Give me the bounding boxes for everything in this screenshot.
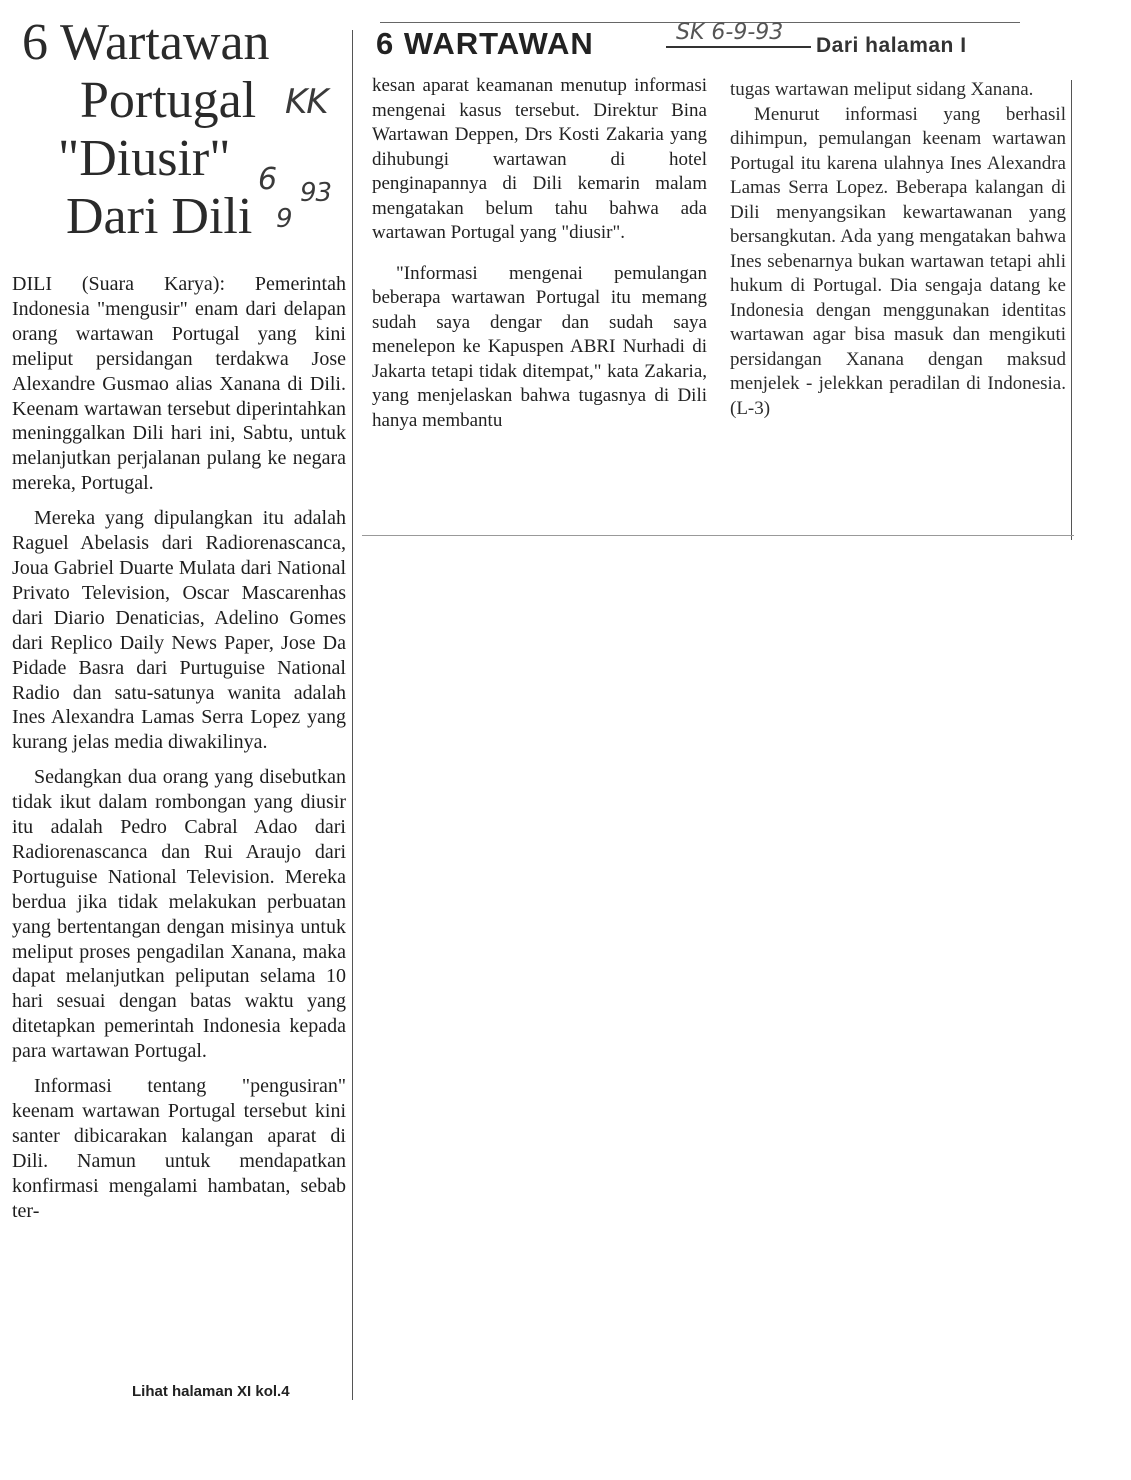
headline-line-1: 6 Wartawan bbox=[22, 14, 270, 71]
handwritten-date-note: SK 6-9-93 bbox=[676, 20, 784, 45]
headline-line-2: Portugal bbox=[80, 72, 257, 129]
continuation-header bbox=[376, 20, 1066, 66]
middle-paragraph-2: "Informasi mengenai pemulangan beberapa wartawan Portugal itu memang sudah saya dengar dan sudah saya menelepon ke Kapuspen ABRI Nurhadi di Jakarta tetapi tidak ditempat," kata Zakaria, yang menjelaskan bahwa tugasnya di Dili hanya membantu bbox=[372, 262, 707, 431]
column-divider-left bbox=[352, 30, 353, 1400]
header-dash bbox=[666, 46, 811, 48]
right-paragraph-1: tugas wartawan meliput sidang Xanana. bbox=[730, 79, 1034, 100]
continued-from-label: Dari halaman I bbox=[816, 34, 967, 57]
left-paragraph-2: Mereka yang dipulangkan itu adalah Raguel Abelasis dari Radiorenascanca, Joua Gabriel Duarte Mulata dari National Privato Television, Oscar Mascarenhas dari Diario Denaticias, Adelino Gomes dari Replico Daily News Paper, Jose Da Pidade Basra dari Purtuguise National Radio dan satu-satunya wanita adalah Ines Alexandra Lamas Serra Lopez yang kurang jelas media diwakilinya. bbox=[12, 507, 346, 754]
headline-line-4: Dari Dili bbox=[66, 188, 253, 245]
middle-article-column bbox=[372, 74, 707, 433]
handwritten-initials: KK bbox=[285, 82, 328, 122]
continued-on-reference: Lihat halaman XI kol.4 bbox=[132, 1383, 290, 1400]
left-paragraph-3: Sedangkan dua orang yang disebutkan tidak ikut dalam rombongan yang diusir itu adalah Pedro Cabral Adao dari Radiorenascanca dan Rui Araujo dari Portuguise National Television. Mereka berdua jika tidak melakukan perbuatan yang bertentangan dengan misinya untuk meliput proses pengadilan Xanana, maka dapat melanjutkan peliputan selama 10 hari sesuai dengan batas waktu yang ditetapkan pemerintah Indonesia kepada para wartawan Portugal. bbox=[12, 766, 346, 1063]
headline-line-3: "Diusir" bbox=[58, 130, 231, 187]
left-article-column bbox=[12, 272, 346, 1224]
middle-paragraph-1: kesan aparat keamanan menutup informasi mengenai kasus tersebut. Direktur Bina Wartawan Deppen, Drs Kosti Zakaria yang dihubungi wartawan di hotel penginapannya di Dili kemarin malam mengatakan belum tahu bahwa ada wartawan Portugal yang "diusir". bbox=[372, 75, 707, 243]
handwritten-year: 93 bbox=[300, 178, 332, 208]
column-divider-right bbox=[1071, 80, 1072, 540]
right-article-column bbox=[730, 78, 1066, 421]
handwritten-nine: 9 bbox=[276, 204, 292, 234]
bottom-rule bbox=[362, 535, 1074, 536]
continuation-title: 6 WARTAWAN bbox=[376, 26, 594, 61]
left-paragraph-4: Informasi tentang "pengusiran" keenam wartawan Portugal tersebut kini santer dibicarakan kalangan aparat di Dili. Namun untuk mendapatkan konfirmasi mengalami hambatan, sebab ter- bbox=[12, 1075, 346, 1222]
right-paragraph-2: Menurut informasi yang berhasil dihimpun, pemulangan keenam wartawan Portugal itu karena ulahnya Ines Alexandra Lamas Serra Lopez. Beberapa kalangan di Dili menyangsikan kewartawanan yang bersangkutan. Ada yang mengatakan bahwa Ines sebenarnya bukan wartawan tetapi ahli hukum di Portugal. Dia sengaja datang ke Indonesia dengan menggunakan identitas wartawan agar bisa masuk dan mengikuti persidangan Xanana dengan maksud menjelek - jelekkan peradilan di Indonesia. (L-3) bbox=[730, 103, 1066, 419]
handwritten-six: 6 bbox=[258, 162, 277, 197]
headline bbox=[18, 14, 348, 246]
left-paragraph-1: DILI (Suara Karya): Pemerintah Indonesia "mengusir" enam dari delapan orang wartawan Portugal yang kini meliput persidangan terdakwa Jose Alexandre Gusmao alias Xanana di Dili. Keenam wartawan tersebut diperintahkan meninggalkan Dili hari ini, Sabtu, untuk melanjutkan perjalanan pulang ke negara mereka, Portugal. bbox=[12, 273, 346, 495]
